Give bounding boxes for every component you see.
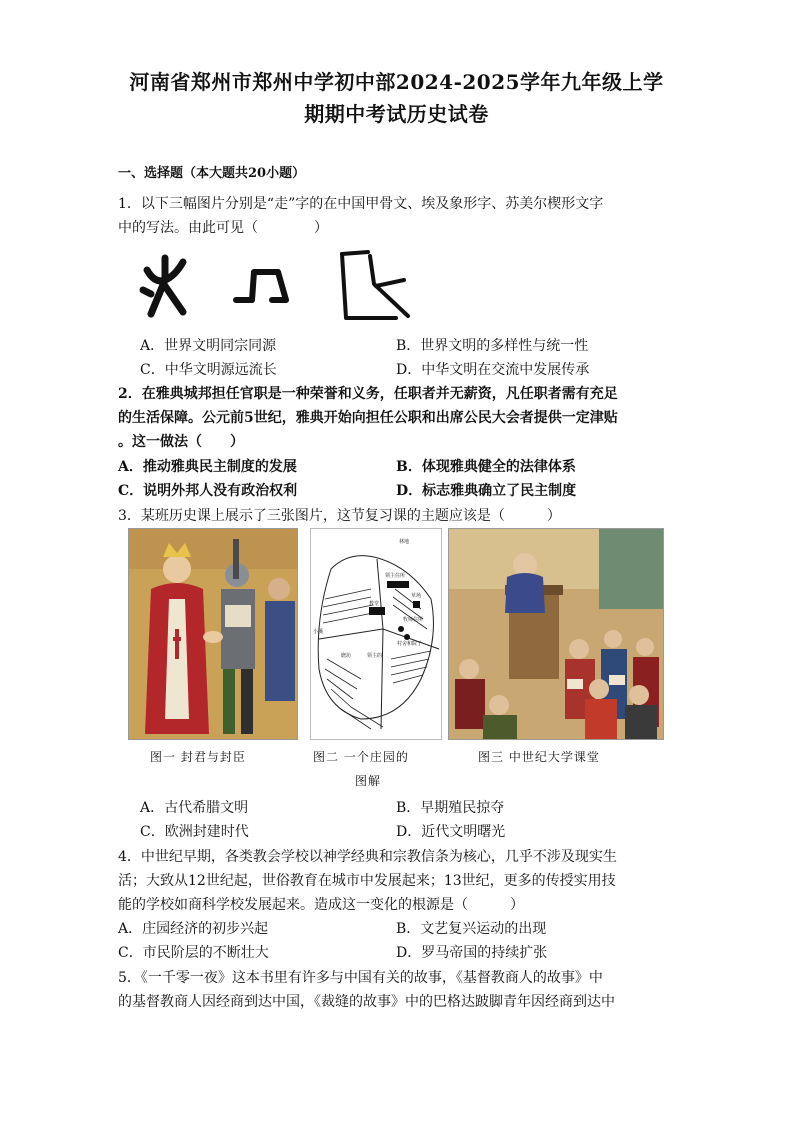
q3-option-d[interactable]: D．近代文明曙光: [396, 824, 506, 840]
q4-option-a[interactable]: A．庄园经济的初步兴起: [118, 921, 269, 937]
q1-option-a[interactable]: A．世界文明同宗同源: [140, 338, 277, 354]
q1-option-c[interactable]: C．中华文明源远流长: [140, 362, 277, 378]
q3-option-b[interactable]: B．早期殖民掠夺: [396, 800, 505, 816]
figure1-caption: 图一 封君与封臣: [150, 750, 246, 764]
q4-stem-line1: 4．中世纪早期，各类教会学校以神学经典和宗教信条为核心，几乎不涉及现实生: [118, 849, 617, 865]
map-label-woods: 林地: [399, 539, 410, 545]
q1-option-b[interactable]: B．世界文明的多样性与统一性: [396, 338, 589, 354]
q2-option-a[interactable]: A．推动雅典民主制度的发展: [118, 459, 297, 475]
q4-option-d[interactable]: D．罗马帝国的持续扩张: [396, 945, 548, 961]
q4-stem-line3: 能的学校如商科学校发展起来。造成这一变化的根源是（ ）: [118, 897, 524, 913]
q1-option-d[interactable]: D．中华文明在交流中发展传承: [396, 362, 590, 378]
map-label-lord-house: 领主住所: [385, 573, 406, 579]
figure2-caption: 图二 一个庄园的: [313, 750, 409, 764]
map-label-church: 教堂: [369, 601, 380, 607]
q4-option-b[interactable]: B．文艺复兴运动的出现: [396, 921, 547, 937]
q2-option-d[interactable]: D．标志雅典确立了民主制度: [396, 483, 577, 499]
figure3-caption: 图三 中世纪大学课堂: [478, 750, 600, 764]
q2-option-b[interactable]: B．体现雅典健全的法律体系: [396, 459, 576, 475]
exam-title-line2: 期期中考试历史试卷: [304, 102, 489, 126]
q2-option-c[interactable]: C．说明外邦人没有政治权利: [118, 483, 298, 499]
q4-stem-line2: 活；大致从12世纪起，世俗教育在城市中发展起来；13世纪，更多的传授实用技: [118, 873, 616, 889]
map-label-pasture: 草场: [411, 593, 422, 599]
q1-stem-line2: 中的写法。由此可见（ ）: [118, 220, 328, 236]
oracle-bone-walk-glyph: [135, 250, 195, 322]
manor-diagram: [310, 528, 442, 740]
q2-stem-line2: 的生活保障。公元前5世纪，雅典开始向担任公职和出席公民大会者提供一定津贴: [118, 410, 618, 426]
map-label-village: 牧师住所: [403, 617, 424, 623]
q5-stem-line1: 5．《一千零一夜》这本书里有许多与中国有关的故事，《基督教商人的故事》中: [118, 970, 603, 986]
lord-and-vassal-picture: [128, 528, 298, 740]
q3-option-a[interactable]: A．古代希腊文明: [140, 800, 249, 816]
figure2-caption-cont: 图解: [355, 774, 382, 788]
q2-stem-line1: 2．在雅典城邦担任官职是一种荣誉和义务，任职者并无薪资，凡任职者需有充足: [118, 386, 618, 402]
map-label-fief: 领主的: [367, 653, 383, 659]
exam-title-line1: 河南省郑州市郑州中学初中部2024-2025学年九年级上学: [129, 70, 664, 94]
q3-option-c[interactable]: C．欧洲封建时代: [140, 824, 249, 840]
q5-stem-line2: 的基督教商人因经商到达中国，《裁缝的故事》中的巴格达跛脚青年因经商到达中: [118, 994, 615, 1010]
q4-option-c[interactable]: C．市民阶层的不断壮大: [118, 945, 269, 961]
q3-stem: 3．某班历史课上展示了三张图片，这节复习课的主题应该是（ ）: [118, 508, 561, 524]
section-heading: 一、选择题（本大题共20小题）: [118, 166, 306, 181]
map-label-serf: 村舍和院子: [397, 641, 423, 647]
map-label-mill: 磨坊: [341, 653, 352, 659]
q2-stem-line3: 。这一做法（ ）: [118, 434, 244, 450]
map-label-stream: 小溪: [313, 629, 324, 635]
egyptian-walk-glyph: [232, 266, 294, 306]
cuneiform-walk-glyph: [334, 246, 414, 326]
q1-stem-line1: 1．以下三幅图片分别是“走”字的在中国甲骨文、埃及象形字、苏美尔楔形文字: [118, 196, 604, 212]
medieval-classroom-picture: [448, 528, 664, 740]
